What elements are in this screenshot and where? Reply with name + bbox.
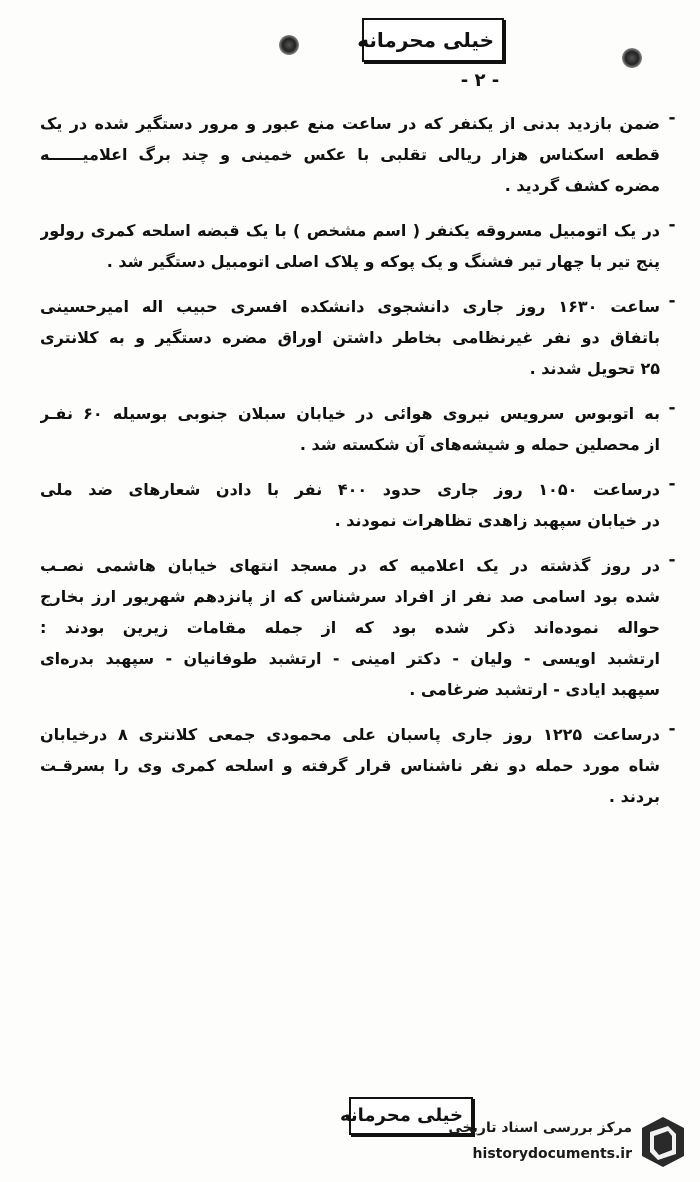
- paragraph-line: از محصلین حمله و شیشه‌های آن شکسته شد .: [299, 435, 660, 454]
- paragraph-line: پنج تیر با چهار تیر فشنگ و یک پوکه و پلاک اصلی اتومبیل دستگیر شد .: [106, 252, 660, 271]
- paragraph-bullet: -: [668, 291, 676, 311]
- report-paragraph: [40, 291, 680, 384]
- document-body: [40, 108, 680, 812]
- paragraph-gap: [40, 705, 680, 719]
- report-paragraph: [40, 215, 680, 277]
- report-paragraph: [40, 108, 680, 201]
- paragraph-bullet: -: [668, 215, 676, 235]
- page-number: - ۲ -: [460, 70, 500, 91]
- paragraph-line: شاه مورد حمله دو نفر ناشناس قرار گرفته و اسلحه کمری وی را بسرقـت: [40, 756, 660, 775]
- paragraph-bullet: -: [668, 719, 676, 739]
- archive-logo-icon: [638, 1114, 688, 1170]
- paragraph-line: ارتشبد اویسی - ولیان - دکتر امینی - ارتشبد طوفانیان - سپهبد بدره‌ای: [40, 649, 660, 668]
- report-paragraph: [40, 719, 680, 812]
- report-paragraph: [40, 398, 680, 460]
- paragraph-line: شده بود اسامی صد نفر از افراد سرشناس که از پانزدهم شهریور ارز بخارج: [40, 587, 660, 606]
- paragraph-gap: [40, 277, 680, 291]
- watermark-name: مرکز بررسی اسناد تاریخی: [448, 1120, 632, 1136]
- paragraph-line: به اتوبوس سرویس نیروی هوائی در خیابان سبلان جنوبی بوسیله ۶۰ نفـر: [40, 404, 660, 423]
- paragraph-line: سپهبد ایادی - ارتشبد ضرغامی .: [409, 680, 660, 699]
- paragraph-line: ساعت ۱۶۳۰ روز جاری دانشجوی دانشکده افسری حبیب اله امیرحسینی: [40, 297, 660, 316]
- paragraph-line: درساعت ۱۲۲۵ روز جاری پاسبان علی محمودی جمعی کلانتری ۸ درخیابان: [40, 725, 660, 744]
- paragraph-line: باتفاق دو نفر غیرنظامی بخاطر داشتن اوراق مضره دستگیر و به کلانتری: [40, 328, 660, 347]
- report-paragraph: [40, 550, 680, 705]
- paragraph-line: ضمن بازدید بدنی از یکنفر که در ساعت منع عبور و مرور دستگیر شده در یک: [40, 114, 660, 133]
- paragraph-line: در یک اتومبیل مسروقه یکنفر ( اسم مشخص ) با یک قبضه اسلحه کمری رولور: [40, 221, 660, 240]
- paragraph-bullet: -: [668, 550, 676, 570]
- paragraph-gap: [40, 201, 680, 215]
- paragraph-line: قطعه اسکناس هزار ریالی تقلبی با عکس خمینی و چند برگ اعلامیــــــه: [40, 145, 660, 164]
- punch-hole-icon: [622, 48, 642, 68]
- archive-watermark: [432, 1110, 694, 1174]
- paragraph-gap: [40, 536, 680, 550]
- paragraph-line: مضره کشف گردید .: [504, 176, 660, 195]
- paragraph-line: درساعت ۱۰۵۰ روز جاری حدود ۴۰۰ نفر با دادن شعارهای ضد ملی: [40, 480, 660, 499]
- watermark-url: historydocuments.ir: [472, 1146, 632, 1162]
- paragraph-gap: [40, 460, 680, 474]
- header-classification-stamp: [357, 18, 504, 62]
- punch-hole-icon: [279, 35, 299, 55]
- paragraph-line: بردند .: [608, 787, 660, 806]
- paragraph-bullet: -: [668, 474, 676, 494]
- paragraph-line: در خیابان سپهبد زاهدی تظاهرات نمودند .: [334, 511, 660, 530]
- header-stamp-text: خیلی محرمانه: [357, 28, 494, 52]
- paragraph-gap: [40, 384, 680, 398]
- report-paragraph: [40, 474, 680, 536]
- paragraph-bullet: -: [668, 108, 676, 128]
- paragraph-bullet: -: [668, 398, 676, 418]
- paragraph-line: در روز گذشته در یک اعلامیه که در مسجد انتهای خیابان هاشمی نصـب: [40, 556, 660, 575]
- paragraph-line: حواله نموده‌اند ذکر شده بود که از جمله مقامات زیرین بودند :: [40, 618, 660, 637]
- paragraph-line: ۲۵ تحویل شدند .: [529, 359, 660, 378]
- footer-stamp-text: خیلی محرمانه: [339, 1105, 463, 1126]
